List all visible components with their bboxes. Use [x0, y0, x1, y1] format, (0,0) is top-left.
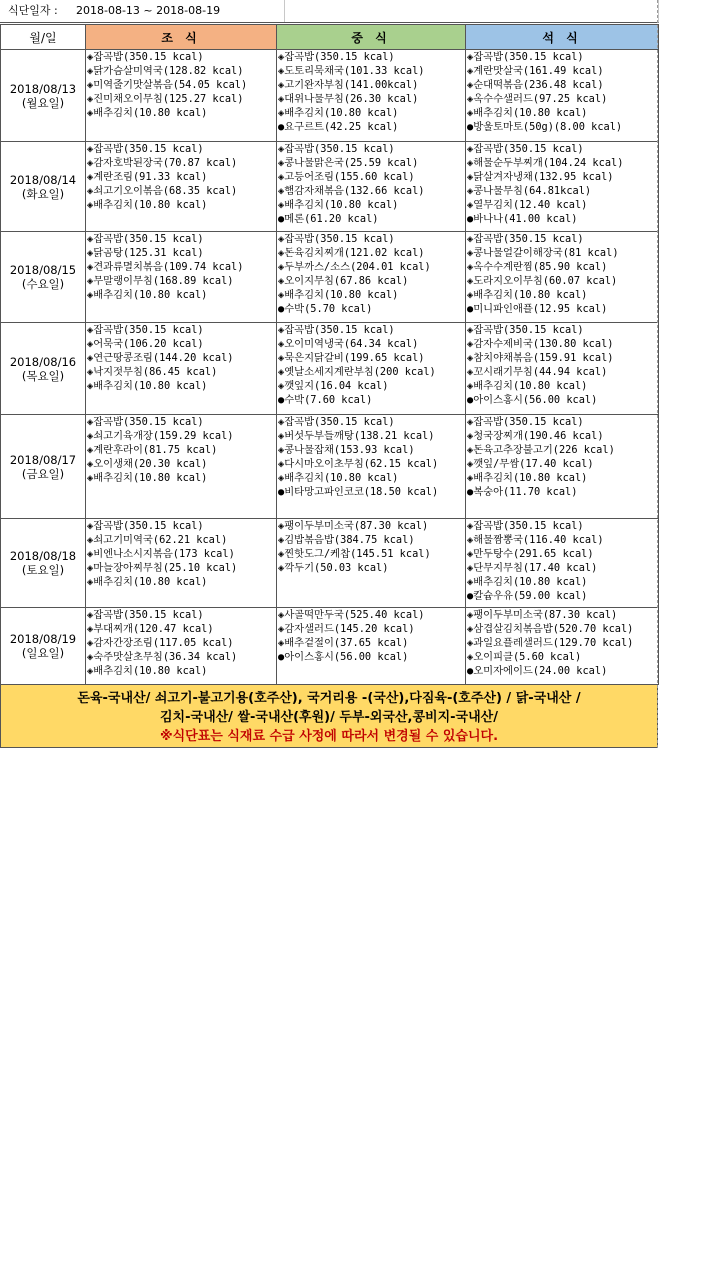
menu-item: ◈무말랭이무침(168.89 kcal) — [87, 275, 234, 287]
breakfast-cell — [86, 142, 277, 232]
menu-item: ◈배추겉절이(37.65 kcal) — [278, 637, 409, 649]
menu-item: ◈고기완자부침(141.00kcal) — [278, 79, 419, 91]
menu-item: ◈어묵국(106.20 kcal) — [87, 338, 204, 350]
menu-item: ◈잡곡밥(350.15 kcal) — [467, 520, 584, 532]
breakfast-cell — [86, 50, 277, 142]
menu-item: ●복숭아(11.70 kcal) — [467, 486, 578, 498]
menu-item: ◈쇠고기육개장(159.29 kcal) — [87, 430, 234, 442]
menu-item: ◈잡곡밥(350.15 kcal) — [87, 143, 204, 155]
menu-item: ◈배추김치(10.80 kcal) — [278, 472, 399, 484]
menu-item: ●메론(61.20 kcal) — [278, 213, 379, 225]
header-day: 월/일 — [1, 25, 86, 50]
menu-item: ◈과일요플레샐러드(129.70 kcal) — [467, 637, 634, 649]
menu-item: ◈잡곡밥(350.15 kcal) — [278, 51, 395, 63]
day-date: 2018/08/14 — [9, 172, 77, 187]
menu-item: ◈계란조림(91.33 kcal) — [87, 171, 208, 183]
menu-item: ◈오이지무침(67.86 kcal) — [278, 275, 409, 287]
menu-item: ◈잡곡밥(350.15 kcal) — [278, 416, 395, 428]
menu-item: ◈감자샐러드(145.20 kcal) — [278, 623, 415, 635]
change-notice: ※식단표는 식재료 수급 사정에 따라서 변경될 수 있습니다. — [159, 729, 499, 744]
menu-item: ◈깍두기(50.03 kcal) — [278, 562, 389, 574]
lunch-cell — [277, 142, 466, 232]
menu-item: ◈해물순두부찌개(104.24 kcal) — [467, 157, 624, 169]
menu-item: ◈배추김치(10.80 kcal) — [278, 289, 399, 301]
menu-item: ◈잡곡밥(350.15 kcal) — [467, 416, 584, 428]
period-bar — [0, 0, 659, 23]
breakfast-cell — [86, 519, 277, 608]
dinner-cell — [466, 232, 659, 323]
menu-item: ◈배추김치(10.80 kcal) — [87, 472, 208, 484]
menu-item: ●칼슘우유(59.00 kcal) — [467, 590, 588, 602]
menu-item: ◈부대찌개(120.47 kcal) — [87, 623, 214, 635]
day-cell — [1, 142, 86, 232]
lunch-cell — [277, 50, 466, 142]
menu-item: ◈잡곡밥(350.15 kcal) — [87, 233, 204, 245]
menu-item: ◈꼬시래기무침(44.94 kcal) — [467, 366, 608, 378]
menu-item: ◈배추김치(10.80 kcal) — [87, 199, 208, 211]
lunch-cell — [277, 232, 466, 323]
menu-item: ●바나나(41.00 kcal) — [467, 213, 578, 225]
menu-item: ◈묵은지닭갈비(199.65 kcal) — [278, 352, 425, 364]
menu-item: ◈돈육김치찌개(121.02 kcal) — [278, 247, 425, 259]
menu-item: ◈삼겹살김치볶음밥(520.70 kcal) — [467, 623, 634, 635]
menu-item: ◈배추김치(10.80 kcal) — [467, 576, 588, 588]
menu-item: ◈잡곡밥(350.15 kcal) — [467, 143, 584, 155]
day-row — [1, 415, 659, 519]
menu-item: ◈해물짬뽕국(116.40 kcal) — [467, 534, 604, 546]
lunch-cell — [277, 323, 466, 415]
header-lunch: 중 식 — [277, 25, 466, 50]
day-date: 2018/08/16 — [9, 354, 77, 369]
header-dinner: 석 식 — [466, 25, 659, 50]
day-weekday: (토요일) — [21, 563, 65, 577]
menu-item: ●수박(7.60 kcal) — [278, 394, 373, 406]
day-weekday: (금요일) — [21, 466, 65, 481]
menu-item: ◈고등어조림(155.60 kcal) — [278, 171, 415, 183]
day-date: 2018/08/15 — [9, 263, 77, 277]
origin-notice — [0, 685, 658, 748]
menu-item: ◈배추김치(10.80 kcal) — [467, 289, 588, 301]
day-cell — [1, 608, 86, 685]
menu-item: ◈감자호박된장국(70.87 kcal) — [87, 157, 238, 169]
menu-item: ◈잡곡밥(350.15 kcal) — [87, 609, 204, 621]
day-weekday: (수요일) — [21, 277, 65, 291]
menu-item: ◈닭살겨자냉채(132.95 kcal) — [467, 171, 614, 183]
day-date: 2018/08/18 — [9, 549, 77, 563]
day-row — [1, 232, 659, 323]
breakfast-cell — [86, 323, 277, 415]
menu-item: ◈잡곡밥(350.15 kcal) — [87, 520, 204, 532]
menu-item: ◈잡곡밥(350.15 kcal) — [278, 233, 395, 245]
menu-item: ◈배추김치(10.80 kcal) — [278, 107, 399, 119]
dinner-cell — [466, 608, 659, 685]
menu-item: ◈깻잎지(16.04 kcal) — [278, 380, 389, 392]
breakfast-cell — [86, 608, 277, 685]
menu-item: ◈닭가슴살미역국(128.82 kcal) — [87, 65, 244, 77]
menu-item: ◈옛날소세지계란부침(200 kcal) — [278, 366, 436, 378]
menu-item: ◈잡곡밥(350.15 kcal) — [87, 51, 204, 63]
menu-item: ◈옥수수계란찜(85.90 kcal) — [467, 261, 608, 273]
menu-item: ◈도토리묵채국(101.33 kcal) — [278, 65, 425, 77]
day-row — [1, 608, 659, 685]
dinner-cell — [466, 323, 659, 415]
menu-item: ●오미자에이드(24.00 kcal) — [467, 665, 608, 677]
lunch-cell — [277, 415, 466, 519]
menu-item: ◈콩나물무침(64.81kcal) — [467, 185, 592, 197]
menu-item: ◈콩나물맑은국(25.59 kcal) — [278, 157, 419, 169]
menu-item: ◈닭곰탕(125.31 kcal) — [87, 247, 204, 259]
day-weekday: (화요일) — [21, 186, 65, 201]
menu-item: ●비타망고파인코코(18.50 kcal) — [278, 486, 439, 498]
menu-item: ◈오이미역냉국(64.34 kcal) — [278, 338, 419, 350]
day-date: 2018/08/19 — [9, 632, 77, 646]
day-cell — [1, 415, 86, 519]
menu-item: ◈배추김치(10.80 kcal) — [87, 289, 208, 301]
menu-item: ◈잡곡밥(350.15 kcal) — [278, 143, 395, 155]
lunch-cell — [277, 519, 466, 608]
header-breakfast: 조 식 — [86, 25, 277, 50]
dinner-cell — [466, 519, 659, 608]
menu-item: ◈버섯두부들깨탕(138.21 kcal) — [278, 430, 435, 442]
menu-item: ◈잡곡밥(350.15 kcal) — [278, 324, 395, 336]
menu-item: ◈열무김치(12.40 kcal) — [467, 199, 588, 211]
menu-item: ◈잡곡밥(350.15 kcal) — [87, 416, 204, 428]
menu-item: ◈옥수수샐러드(97.25 kcal) — [467, 93, 608, 105]
menu-item: ◈배추김치(10.80 kcal) — [278, 199, 399, 211]
menu-item: ◈두부까스/소스(204.01 kcal) — [278, 261, 431, 273]
menu-item: ◈잡곡밥(350.15 kcal) — [467, 233, 584, 245]
menu-item: ◈찐핫도그/케찹(145.51 kcal) — [278, 548, 431, 560]
menu-item: ◈배추김치(10.80 kcal) — [87, 576, 208, 588]
menu-item: ◈비엔나소시지볶음(173 kcal) — [87, 548, 235, 560]
menu-item: ◈잡곡밥(350.15 kcal) — [467, 324, 584, 336]
menu-item: ◈잡곡밥(350.15 kcal) — [87, 324, 204, 336]
menu-item: ◈팽이두부미소국(87.30 kcal) — [278, 520, 429, 532]
menu-item: ◈청국장찌개(190.46 kcal) — [467, 430, 604, 442]
menu-item: ◈진미채오이무침(125.27 kcal) — [87, 93, 244, 105]
menu-item: ◈배추김치(10.80 kcal) — [87, 380, 208, 392]
menu-item: ◈감자간장조림(117.05 kcal) — [87, 637, 234, 649]
menu-item: ◈도라지오이무침(60.07 kcal) — [467, 275, 618, 287]
day-row — [1, 50, 659, 142]
menu-item: ◈숙주맛살초무침(36.34 kcal) — [87, 651, 238, 663]
header-row — [1, 25, 659, 50]
menu-item: ◈쇠고기미역국(62.21 kcal) — [87, 534, 228, 546]
day-weekday: (목요일) — [21, 368, 65, 383]
menu-item: ◈미역줄기맛살볶음(54.05 kcal) — [87, 79, 248, 91]
day-row — [1, 142, 659, 232]
menu-item: ◈견과류멸치볶음(109.74 kcal) — [87, 261, 244, 273]
origin-line-1: 돈육-국내산/ 쇠고기-불고기용(호주산), 국거리용 -(국산),다짐육-(호주산) / 닭-국내산 / — [77, 691, 581, 706]
menu-item: ◈김밥볶음밥(384.75 kcal) — [278, 534, 415, 546]
menu-item: ●미니파인애플(12.95 kcal) — [467, 303, 608, 315]
menu-item: ◈콩나물얼갈이해장국(81 kcal) — [467, 247, 619, 259]
menu-item: ◈팽이두부미소국(87.30 kcal) — [467, 609, 618, 621]
menu-item: ◈계란후라이(81.75 kcal) — [87, 444, 218, 456]
breakfast-cell — [86, 415, 277, 519]
menu-item: ◈계란맛살국(161.49 kcal) — [467, 65, 604, 77]
menu-item: ◈배추김치(10.80 kcal) — [87, 107, 208, 119]
menu-item: ◈배추김치(10.80 kcal) — [87, 665, 208, 677]
day-date: 2018/08/17 — [9, 452, 77, 467]
day-row — [1, 323, 659, 415]
menu-item: ◈배추김치(10.80 kcal) — [467, 472, 588, 484]
lunch-cell — [277, 608, 466, 685]
menu-item: ◈사골떡만두국(525.40 kcal) — [278, 609, 425, 621]
menu-item: ◈햄감자채볶음(132.66 kcal) — [278, 185, 425, 197]
menu-item: ◈대위나물무침(26.30 kcal) — [278, 93, 419, 105]
menu-item: ◈콩나물잡채(153.93 kcal) — [278, 444, 415, 456]
dinner-cell — [466, 50, 659, 142]
menu-item: ●방울토마토(50g)(8.00 kcal) — [467, 121, 623, 133]
dinner-cell — [466, 415, 659, 519]
day-row — [1, 519, 659, 608]
page-break-line — [657, 0, 658, 748]
menu-item: ◈만두탕수(291.65 kcal) — [467, 548, 594, 560]
origin-line-2: 김치-국내산/ 쌀-국내산(후원)/ 두부-외국산,콩비지-국내산/ — [160, 710, 498, 725]
menu-item: ◈감자수제비국(130.80 kcal) — [467, 338, 614, 350]
menu-item: ◈쇠고기오이볶음(68.35 kcal) — [87, 185, 238, 197]
menu-item: ◈마늘장아찌무침(25.10 kcal) — [87, 562, 238, 574]
menu-item: ◈단무지무침(17.40 kcal) — [467, 562, 598, 574]
period-value: 2018-08-13 ~ 2018-08-19 — [70, 0, 285, 22]
menu-item: ◈잡곡밥(350.15 kcal) — [467, 51, 584, 63]
day-cell — [1, 323, 86, 415]
day-cell — [1, 519, 86, 608]
menu-item: ◈배추김치(10.80 kcal) — [467, 380, 588, 392]
menu-item: ◈오이피클(5.60 kcal) — [467, 651, 582, 663]
period-label: 식단일자 : — [8, 4, 58, 17]
menu-item: ●아이스홍시(56.00 kcal) — [278, 651, 409, 663]
menu-item: ◈순대떡볶음(236.48 kcal) — [467, 79, 604, 91]
menu-item: ●수박(5.70 kcal) — [278, 303, 373, 315]
menu-item: ◈참치야채볶음(159.91 kcal) — [467, 352, 614, 364]
day-cell — [1, 50, 86, 142]
menu-item: ◈다시마오이초무침(62.15 kcal) — [278, 458, 439, 470]
day-weekday: (월요일) — [21, 95, 65, 110]
day-cell — [1, 232, 86, 323]
dinner-cell — [466, 142, 659, 232]
weekly-menu-table — [0, 24, 659, 685]
day-weekday: (일요일) — [21, 646, 65, 660]
menu-item: ◈배추김치(10.80 kcal) — [467, 107, 588, 119]
day-date: 2018/08/13 — [9, 81, 77, 96]
menu-item: ◈오이생채(20.30 kcal) — [87, 458, 208, 470]
menu-item: ◈깻잎/무쌈(17.40 kcal) — [467, 458, 594, 470]
menu-item: ●요구르트(42.25 kcal) — [278, 121, 399, 133]
menu-item: ●아이스홍시(56.00 kcal) — [467, 394, 598, 406]
menu-item: ◈낙지젓무침(86.45 kcal) — [87, 366, 218, 378]
menu-item: ◈돈육고추장불고기(226 kcal) — [467, 444, 615, 456]
breakfast-cell — [86, 232, 277, 323]
menu-item: ◈연근땅콩조림(144.20 kcal) — [87, 352, 234, 364]
